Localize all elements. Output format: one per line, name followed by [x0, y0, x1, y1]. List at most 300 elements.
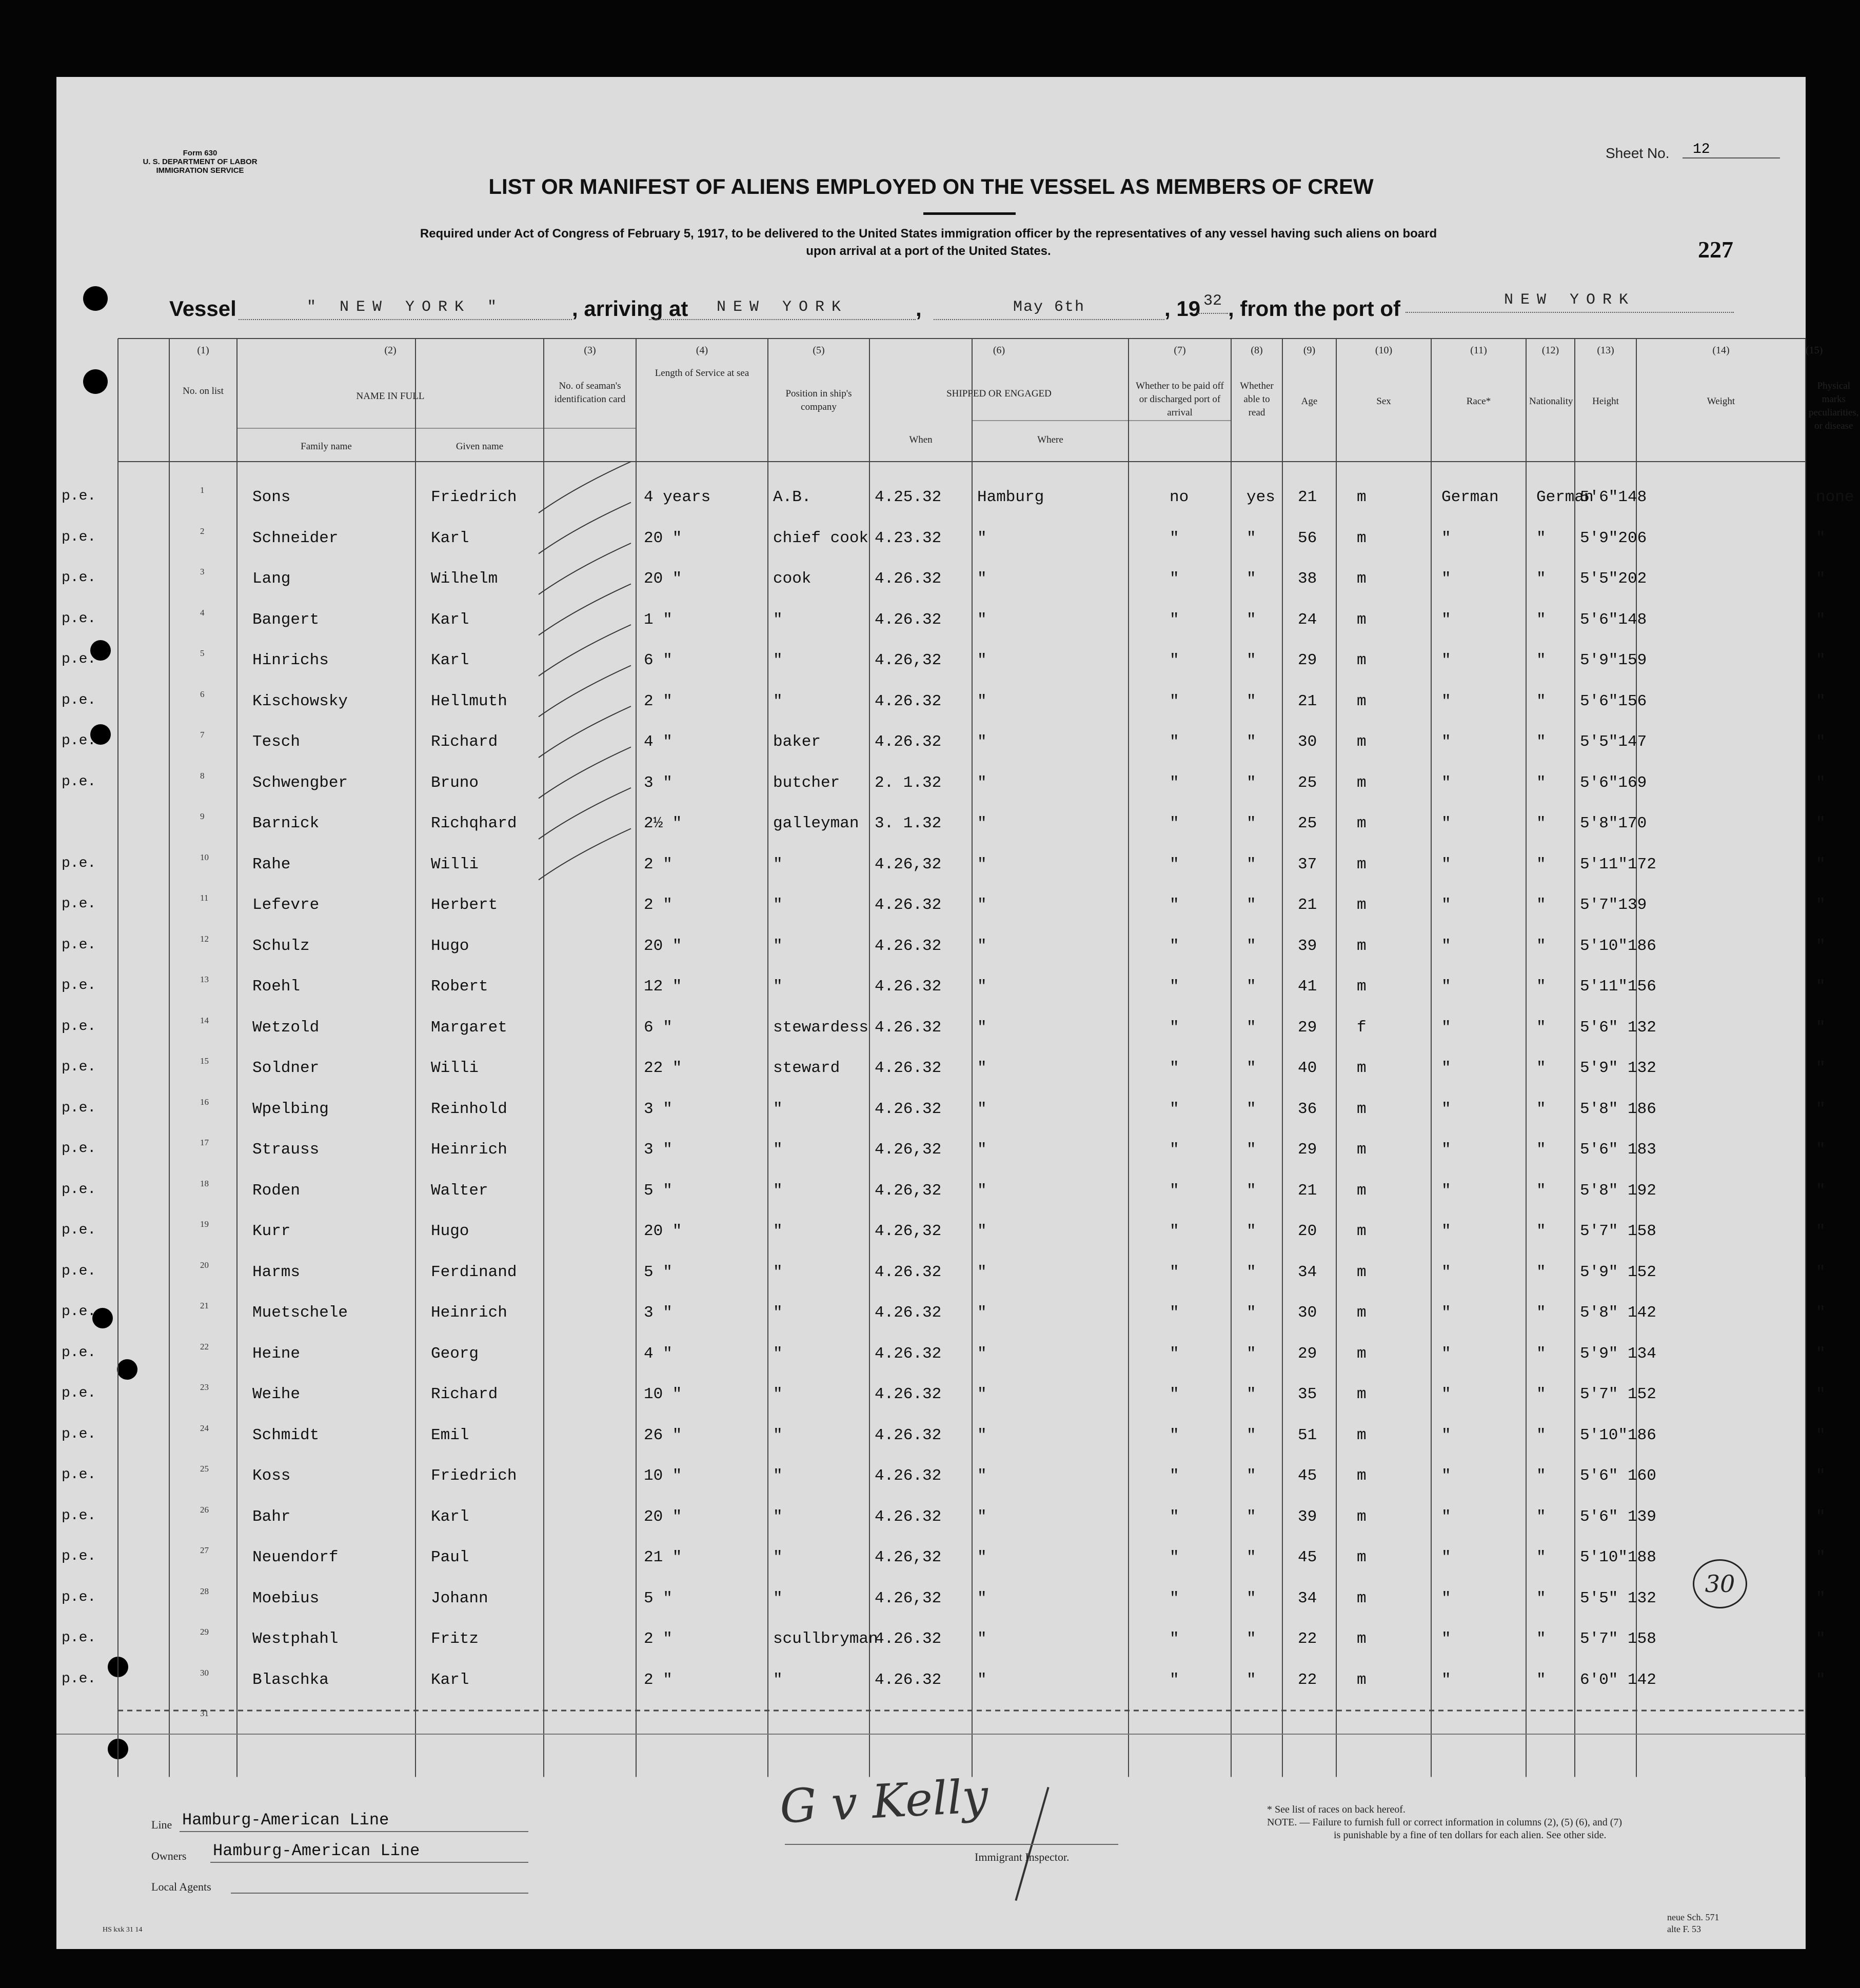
shipped-where: "	[977, 529, 987, 547]
given-name: Richqhard	[431, 814, 517, 832]
able-to-read: "	[1246, 1385, 1256, 1403]
physical-marks: "	[1816, 733, 1826, 751]
paid-off: "	[1170, 733, 1179, 751]
header-id-card: No. of seaman's identification card	[554, 381, 626, 405]
given-name: Willi	[431, 855, 479, 873]
position: steward	[773, 1059, 840, 1077]
reference-2: alte F. 53	[1667, 1924, 1701, 1934]
able-to-read: "	[1246, 1059, 1256, 1077]
height-weight: 5'10"188	[1580, 1548, 1656, 1566]
physical-marks: "	[1816, 1467, 1826, 1485]
shipped-when: 4.25.32	[875, 488, 942, 506]
row-pe-mark: p.e.	[62, 1548, 96, 1564]
height-weight: 5'7"139	[1580, 896, 1647, 914]
shipped-where: "	[977, 1304, 987, 1322]
able-to-read: "	[1246, 1181, 1256, 1200]
crew-table: No. on list NAME IN FULL Family name Given name No. of seaman's identification card Length of Service at sea Position in ship's company SHIPPED OR ENGAGED When Where Whether to be paid off or discharged port of arrival Whether able to read Age Sex Race* Nationality Height Weight Physical marks peculiarities, or disease (1) (2) (3) (4) (5) (6) (7) (8) (9) (10) (11) (12) (13) (14) (15) 1 p.e. Sons Friedrich 4 years A.B. 4.25.32 Hamburg no yes 21 m German German 5'6"148 none 2 p.e. Schneider Karl 20 " chief cook 4.23.32 " " " 56 m " " 5'9"206 " 3 p.e. Lang Wilhelm 20 " cook 4.26.32 " " " 38 m " " 5'5"202 " 4 p.e. Bangert Karl 1 " " 4.26.32 " " " 24 m " " 5'6"148 " 5 p.e. Hinrichs Karl 6 " " 4.26,32 " " " 29 m " " 5'9"159 " 6 p.e. Kischowsky Hellmuth 2 " " 4.26.32 " " " 21 m " " 5'6"156 " 7 p.e. Tesch Richard 4 " baker 4.26.32 " " " 30 m " " 5'5"147 " 8 p.e. Schwengber Bruno 3 " butcher 2. 1.32 " " " 25 m " " 5'6"169 " 9 Barnick Richqhard 2½ " galleyman 3. 1.32 " " " 25 m " " 5'8"170 " 10 p.e. Rahe Willi 2 " " 4.26,32 " " " 37 m " " 5'11"172 " 11 p.e. Lefevre Herbert 2 " " 4.26.32 " " " 21 m " " 5'7"139 " 12 p.e. Schulz Hugo 20 " " 4.26.32 " " " 39 m " " 5'10"186 " 13 p.e. Roehl Robert 12 " " 4.26.32 " " " 41 m " " 5'11"156 " 14 p.e. Wetzold Margaret 6 " stewardess 4.26.32 " " " 29 f " " 5'6" 132 " 15 p.e. Soldner Willi 22 " steward 4.26.32 " " " 40 m " " 5'9" 132 " 16 p.e. Wpelbing Reinhold 3 " " 4.26.32 " " " 36 m " " 5'8" 186 " 17 p.e. Strauss Heinrich 3 " " 4.26,32 " " " 29 m " " 5'6" 183 " 18 p.e. Roden Walter 5 " " 4.26,32 " " " 21 m " " 5'8" 192 " 19 p.e. Kurr Hugo 20 " " 4.26,32 " " " 20 m " " 5'7" 158 " 20 p.e. Harms Ferdinand 5 " " 4.26.32 " " " 34 m " " 5'9" 152 " 21 p.e. Muetschele Heinrich 3 " " 4.26.32 " " " 30 m " " 5'8" 142 " 22 p.e. Heine Georg 4 " " 4.26.32 " " " 29 m " " 5'9" 134 " 23 p.e. Weihe Richard 10 " " 4.26.32 " " " 35 m " " 5'7" 152 " 24 p.e. Schmidt Emil 26 " " 4.26.32 " " " 51 m " " 5'10"186 " 25 p.e. Koss Friedrich 10 " " 4.26.32 " " " 45 m " " 5'6" 160 " 26 p.e. Bahr Karl 20 " " 4.26.32 " " " 39 m " " 5'6" 139 " 27 p.e. Neuendorf Paul 21 " " 4.26,32 " " " 45 m " " 5'10"188 " 28 p.e. Moebius Johann 5 " " 4.26,32 " " " 34 m " " 5'5" 132 " 29 p.e. Westphahl Fritz 2 " scullbryman 4.26.32 " " " 22 m " " 5'7" 158 " 30 p.e. Blaschka Karl 2 " " 4.26.32 " " " 22 m " " 6'0" 142 " 31	[118, 339, 1806, 1718]
row-pe-mark: p.e.	[62, 1018, 96, 1035]
check-stroke	[539, 543, 631, 594]
family-name: Bahr	[252, 1507, 291, 1526]
age: 34	[1298, 1263, 1317, 1281]
length-of-service: 20 "	[644, 937, 682, 955]
column-number: (3)	[584, 345, 596, 356]
able-to-read: "	[1246, 1141, 1256, 1159]
position: "	[773, 1263, 783, 1281]
length-of-service: 2 "	[644, 1630, 672, 1648]
nationality: "	[1536, 1344, 1546, 1363]
row-pe-mark: p.e.	[62, 1263, 96, 1279]
physical-marks: "	[1816, 1671, 1826, 1689]
physical-marks: "	[1816, 1222, 1826, 1240]
height-weight: 5'5"202	[1580, 570, 1647, 588]
family-name: Heine	[252, 1344, 301, 1363]
row-number: 8	[200, 770, 205, 781]
physical-marks: "	[1816, 896, 1826, 914]
height-weight: 5'10"186	[1580, 937, 1656, 955]
nationality: "	[1536, 610, 1546, 629]
position: "	[773, 1385, 783, 1403]
header-no-on-list: No. on list	[183, 386, 224, 396]
race: "	[1441, 1018, 1451, 1037]
height-weight: 5'7" 158	[1580, 1222, 1656, 1240]
given-name: Fritz	[431, 1630, 479, 1648]
paid-off: "	[1170, 1059, 1179, 1077]
shipped-when: 4.23.32	[875, 529, 942, 547]
row-pe-mark: p.e.	[62, 1426, 96, 1442]
physical-marks: "	[1816, 1263, 1826, 1281]
shipped-when: 4.26.32	[875, 1671, 942, 1689]
row-pe-mark: p.e.	[62, 1100, 96, 1116]
inspector-label: Immigrant Inspector.	[975, 1851, 1070, 1863]
shipped-when: 4.26,32	[875, 1589, 942, 1607]
from-port: NEW YORK	[1406, 291, 1734, 313]
given-name: Karl	[431, 610, 469, 629]
fine-note-1: NOTE. — Failure to furnish full or correct information in columns (2), (5) (6), and (7)	[1267, 1817, 1622, 1828]
column-number: (12)	[1541, 345, 1559, 356]
race: "	[1441, 1589, 1451, 1607]
row-pe-mark: p.e.	[62, 733, 96, 749]
able-to-read: "	[1246, 733, 1256, 751]
position: "	[773, 937, 783, 955]
row-number: 7	[200, 730, 205, 740]
shipped-where: "	[977, 1467, 987, 1485]
row-number: 26	[200, 1504, 209, 1515]
race: "	[1441, 1426, 1451, 1444]
race: "	[1441, 937, 1451, 955]
length-of-service: 3 "	[644, 773, 672, 792]
column-number: (1)	[197, 345, 209, 356]
sex: m	[1357, 1548, 1367, 1566]
shipped-when: 3. 1.32	[875, 814, 942, 832]
able-to-read: yes	[1246, 488, 1275, 506]
able-to-read: "	[1246, 1507, 1256, 1526]
header-shipped: SHIPPED OR ENGAGED	[946, 388, 1052, 399]
age: 36	[1298, 1100, 1317, 1118]
row-pe-mark: p.e.	[62, 978, 96, 993]
row-number: 5	[200, 648, 205, 658]
sex: m	[1357, 1141, 1367, 1159]
length-of-service: 2 "	[644, 896, 672, 914]
header-race: Race*	[1466, 396, 1491, 407]
shipped-where: "	[977, 896, 987, 914]
shipped-when: 4.26.32	[875, 978, 942, 996]
row-number: 3	[200, 567, 205, 576]
sex: m	[1357, 1181, 1367, 1200]
check-stroke	[539, 747, 631, 799]
nationality: "	[1536, 978, 1546, 996]
paid-off: "	[1170, 937, 1179, 955]
row-number: 20	[200, 1260, 209, 1270]
shipped-when: 4.26.32	[875, 1630, 942, 1648]
row-number: 23	[200, 1382, 209, 1392]
age: 35	[1298, 1385, 1317, 1403]
able-to-read: "	[1246, 570, 1256, 588]
physical-marks: "	[1816, 1181, 1826, 1200]
sex: m	[1357, 1426, 1367, 1444]
age: 24	[1298, 610, 1317, 629]
shipped-when: 4.26.32	[875, 692, 942, 710]
paid-off: "	[1170, 1344, 1179, 1363]
physical-marks: "	[1816, 814, 1826, 832]
physical-marks: "	[1816, 1426, 1826, 1444]
family-name: Wetzold	[252, 1018, 320, 1037]
age: 45	[1298, 1467, 1317, 1485]
physical-marks: "	[1816, 610, 1826, 629]
family-name: Sons	[252, 488, 291, 506]
length-of-service: 5 "	[644, 1181, 672, 1200]
shipped-when: 4.26,32	[875, 1548, 942, 1566]
row-pe-mark: p.e.	[62, 692, 96, 708]
nationality: "	[1536, 937, 1546, 955]
check-stroke	[539, 625, 631, 676]
check-stroke	[539, 788, 631, 839]
shipped-where: "	[977, 773, 987, 792]
row-pe-mark: p.e.	[62, 1222, 96, 1238]
length-of-service: 20 "	[644, 570, 682, 588]
inspector-signature: G v Kelly	[778, 1769, 990, 1834]
row-pe-mark: p.e.	[62, 1344, 96, 1361]
family-name: Muetschele	[252, 1304, 348, 1322]
nationality: "	[1536, 1100, 1546, 1118]
nationality: "	[1536, 1141, 1546, 1159]
shipped-when: 4.26.32	[875, 1344, 942, 1363]
sex: m	[1357, 1059, 1367, 1077]
shipped-where: "	[977, 1344, 987, 1363]
shipped-where: "	[977, 1141, 987, 1159]
nationality: "	[1536, 896, 1546, 914]
signature-underline	[785, 1844, 1118, 1845]
height-weight: 5'6"148	[1580, 488, 1647, 506]
length-of-service: 12 "	[644, 978, 682, 996]
length-of-service: 4 years	[644, 488, 711, 506]
able-to-read: "	[1246, 855, 1256, 873]
header-nationality: Nationality	[1529, 396, 1573, 407]
column-number: (11)	[1470, 345, 1487, 356]
reference-1: neue Sch. 571	[1667, 1912, 1719, 1922]
header-family-name: Family name	[301, 441, 352, 452]
sex: m	[1357, 773, 1367, 792]
race: "	[1441, 1304, 1451, 1322]
shipped-when: 4.26,32	[875, 1181, 942, 1200]
age: 39	[1298, 1507, 1317, 1526]
height-weight: 5'6" 139	[1580, 1507, 1656, 1526]
sex: m	[1357, 1507, 1367, 1526]
length-of-service: 20 "	[644, 1507, 682, 1526]
row-number: 19	[200, 1219, 209, 1229]
height-weight: 5'8" 186	[1580, 1100, 1656, 1118]
length-of-service: 5 "	[644, 1589, 672, 1607]
row-number: 9	[200, 811, 205, 821]
length-of-service: 10 "	[644, 1467, 682, 1485]
age: 29	[1298, 1018, 1317, 1037]
row-number: 29	[200, 1627, 209, 1637]
header-when: When	[909, 434, 933, 445]
able-to-read: "	[1246, 1100, 1256, 1118]
punch-hole	[83, 286, 108, 311]
position: "	[773, 651, 783, 669]
header-sex: Sex	[1376, 396, 1391, 407]
length-of-service: 2 "	[644, 855, 672, 873]
circled-count: 30	[1705, 1570, 1735, 1598]
given-name: Bruno	[431, 773, 479, 792]
physical-marks: "	[1816, 1018, 1826, 1037]
shipped-when: 4.26.32	[875, 570, 942, 588]
able-to-read: "	[1246, 1467, 1256, 1485]
position: "	[773, 692, 783, 710]
nationality: "	[1536, 814, 1546, 832]
position: "	[773, 1548, 783, 1566]
paid-off: "	[1170, 1141, 1179, 1159]
position: cook	[773, 570, 812, 588]
race: "	[1441, 1141, 1451, 1159]
length-of-service: 20 "	[644, 529, 682, 547]
length-of-service: 4 "	[644, 1344, 672, 1363]
family-name: Lang	[252, 570, 291, 588]
physical-marks: "	[1816, 529, 1826, 547]
height-weight: 5'9" 134	[1580, 1344, 1656, 1363]
shipped-when: 2. 1.32	[875, 773, 942, 792]
physical-marks: none	[1816, 488, 1854, 506]
shipped-where: "	[977, 1018, 987, 1037]
shipped-when: 4.26.32	[875, 1426, 942, 1444]
row-number: 4	[200, 607, 205, 618]
height-weight: 5'7" 158	[1580, 1630, 1656, 1648]
given-name: Margaret	[431, 1018, 507, 1037]
given-name: Richard	[431, 733, 498, 751]
family-name: Schmidt	[252, 1426, 320, 1444]
row-pe-mark: p.e.	[62, 773, 96, 790]
given-name: Heinrich	[431, 1304, 507, 1322]
physical-marks: "	[1816, 1141, 1826, 1159]
row-number: 24	[200, 1423, 209, 1433]
family-name: Barnick	[252, 814, 320, 832]
height-weight: 5'9" 152	[1580, 1263, 1656, 1281]
paid-off: "	[1170, 1018, 1179, 1037]
arriving-port: NEW YORK	[649, 299, 916, 320]
family-name: Neuendorf	[252, 1548, 339, 1566]
age: 21	[1298, 1181, 1317, 1200]
row-number: 18	[200, 1178, 209, 1188]
position: "	[773, 1467, 783, 1485]
race: "	[1441, 1548, 1451, 1566]
length-of-service: 6 "	[644, 651, 672, 669]
given-name: Hugo	[431, 1222, 469, 1240]
height-weight: 5'8"170	[1580, 814, 1647, 832]
nationality: "	[1536, 1467, 1546, 1485]
row-number: 14	[200, 1015, 209, 1025]
comma-separator: ,	[916, 296, 922, 321]
able-to-read: "	[1246, 1671, 1256, 1689]
able-to-read: "	[1246, 651, 1256, 669]
paid-off: "	[1170, 651, 1179, 669]
height-weight: 5'6"156	[1580, 692, 1647, 710]
row-pe-mark: p.e.	[62, 1671, 96, 1687]
age: 39	[1298, 937, 1317, 955]
paid-off: "	[1170, 1263, 1179, 1281]
given-name: Willi	[431, 1059, 479, 1077]
length-of-service: 5 "	[644, 1263, 672, 1281]
shipped-where: "	[977, 1548, 987, 1566]
given-name: Richard	[431, 1385, 498, 1403]
row-number: 12	[200, 933, 209, 944]
family-name: Schulz	[252, 937, 310, 955]
race: "	[1441, 1181, 1451, 1200]
column-number: (7)	[1174, 345, 1186, 356]
row-number: 1	[200, 485, 205, 495]
department-name: U. S. DEPARTMENT OF LABOR	[143, 157, 258, 166]
line-label: Line	[151, 1818, 172, 1831]
sex: m	[1357, 855, 1367, 873]
position: "	[773, 1344, 783, 1363]
shipped-when: 4.26,32	[875, 1222, 942, 1240]
nationality: "	[1536, 1671, 1546, 1689]
age: 41	[1298, 978, 1317, 996]
race: "	[1441, 733, 1451, 751]
row-number: 15	[200, 1056, 209, 1066]
able-to-read: "	[1246, 937, 1256, 955]
header-height: Height	[1592, 396, 1619, 407]
header-where: Where	[1037, 434, 1063, 445]
check-stroke	[539, 666, 631, 717]
given-name: Karl	[431, 1507, 469, 1526]
length-of-service: 21 "	[644, 1548, 682, 1566]
height-weight: 5'6" 132	[1580, 1018, 1656, 1037]
given-name: Karl	[431, 529, 469, 547]
sheet-number-label: Sheet No.	[1606, 145, 1670, 161]
sex: m	[1357, 570, 1367, 588]
age: 29	[1298, 651, 1317, 669]
position: "	[773, 1426, 783, 1444]
given-name: Paul	[431, 1548, 469, 1566]
position: butcher	[773, 773, 840, 792]
shipped-when: 4.26.32	[875, 1100, 942, 1118]
physical-marks: "	[1816, 651, 1826, 669]
race: "	[1441, 1263, 1451, 1281]
position: "	[773, 610, 783, 629]
able-to-read: "	[1246, 610, 1256, 629]
column-number: (14)	[1712, 345, 1730, 356]
owners-underline	[210, 1862, 528, 1863]
family-name: Koss	[252, 1467, 291, 1485]
race: "	[1441, 1222, 1451, 1240]
family-name: Schwengber	[252, 773, 348, 792]
nationality: "	[1536, 570, 1546, 588]
row-pe-mark: p.e.	[62, 651, 96, 667]
paid-off: "	[1170, 1671, 1179, 1689]
race: "	[1441, 896, 1451, 914]
paid-off: "	[1170, 1100, 1179, 1118]
paid-off: "	[1170, 773, 1179, 792]
position: "	[773, 1141, 783, 1159]
race: "	[1441, 1100, 1451, 1118]
row-pe-mark: p.e.	[62, 1181, 96, 1198]
paid-off: "	[1170, 1222, 1179, 1240]
family-name: Roden	[252, 1181, 301, 1200]
shipped-where: "	[977, 1385, 987, 1403]
age: 20	[1298, 1222, 1317, 1240]
length-of-service: 10 "	[644, 1385, 682, 1403]
shipped-when: 4.26,32	[875, 651, 942, 669]
able-to-read: "	[1246, 1589, 1256, 1607]
position: baker	[773, 733, 821, 751]
position: A.B.	[773, 488, 812, 506]
family-name: Schneider	[252, 529, 339, 547]
vessel-name: " NEW YORK "	[239, 299, 572, 320]
paid-off: "	[1170, 814, 1179, 832]
nationality: "	[1536, 1263, 1546, 1281]
shipped-where: "	[977, 1426, 987, 1444]
sex: m	[1357, 529, 1367, 547]
race: "	[1441, 610, 1451, 629]
manifest-sheet	[56, 77, 1859, 1949]
shipped-where: "	[977, 1059, 987, 1077]
age: 38	[1298, 570, 1317, 588]
sex: m	[1357, 1304, 1367, 1322]
able-to-read: "	[1246, 1344, 1256, 1363]
able-to-read: "	[1246, 1222, 1256, 1240]
able-to-read: "	[1246, 1304, 1256, 1322]
given-name: Wilhelm	[431, 570, 498, 588]
family-name: Strauss	[252, 1141, 320, 1159]
physical-marks: "	[1816, 1100, 1826, 1118]
shipped-when: 4.26.32	[875, 1385, 942, 1403]
physical-marks: "	[1816, 1385, 1826, 1403]
header-able-read: Whether able to read	[1240, 381, 1274, 418]
given-name: Georg	[431, 1344, 479, 1363]
given-name: Heinrich	[431, 1141, 507, 1159]
check-stroke	[539, 584, 631, 635]
column-number: (4)	[696, 345, 708, 356]
sex: m	[1357, 1222, 1367, 1240]
able-to-read: "	[1246, 1263, 1256, 1281]
header-given-name: Given name	[456, 441, 504, 452]
age: 45	[1298, 1548, 1317, 1566]
race: "	[1441, 855, 1451, 873]
arriving-label: , arriving at	[572, 296, 688, 321]
length-of-service: 2 "	[644, 1671, 672, 1689]
sex: m	[1357, 733, 1367, 751]
row-number: 28	[200, 1586, 209, 1596]
race: "	[1441, 1059, 1451, 1077]
position: "	[773, 1507, 783, 1526]
position: "	[773, 855, 783, 873]
paid-off: "	[1170, 692, 1179, 710]
sex: m	[1357, 1263, 1367, 1281]
height-weight: 5'11"156	[1580, 978, 1656, 996]
row-pe-mark: p.e.	[62, 488, 96, 504]
position: scullbryman	[773, 1630, 878, 1648]
shipped-when: 4.26.32	[875, 1263, 942, 1281]
